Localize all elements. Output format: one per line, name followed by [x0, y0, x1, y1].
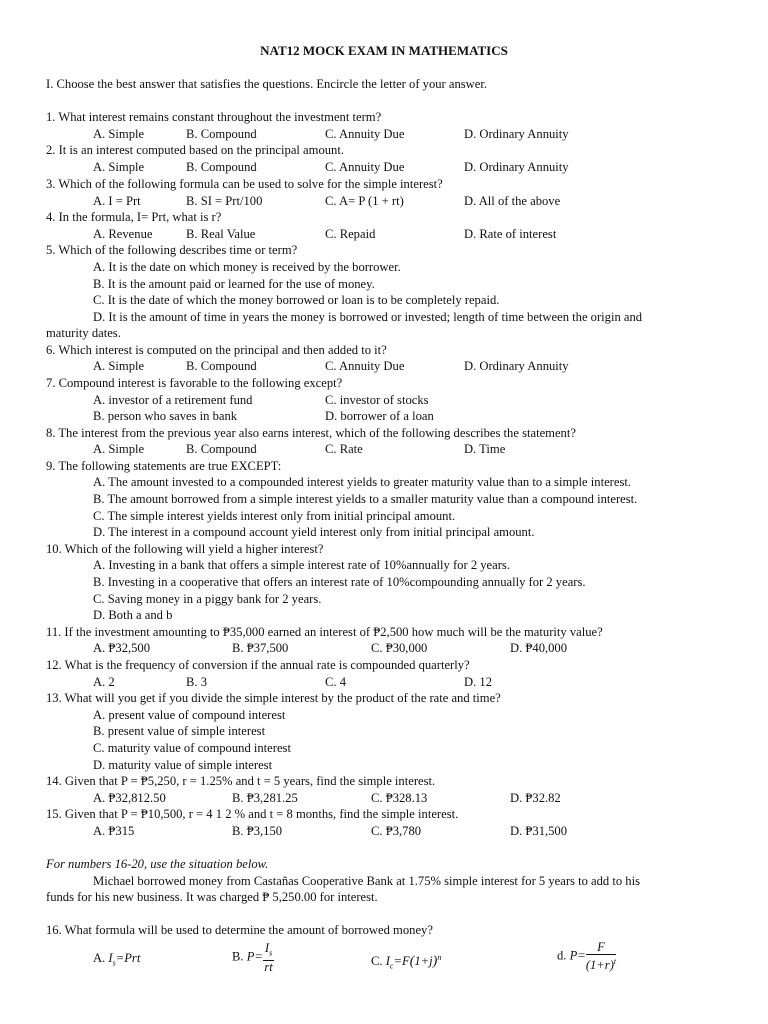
- question-6: 6. Which interest is computed on the principal and then added to it?: [46, 343, 387, 357]
- choice-8a[interactable]: A. Simple: [93, 442, 145, 456]
- choice-16c[interactable]: [371, 950, 441, 975]
- choice-5a[interactable]: A. It is the date on which money is received by the borrower.: [93, 260, 401, 274]
- choice-2b[interactable]: B. Compound: [186, 160, 257, 174]
- choice-7d[interactable]: D. borrower of a loan: [325, 409, 434, 423]
- choice-8d[interactable]: D. Time: [464, 442, 506, 456]
- choice-6a[interactable]: A. Simple: [93, 359, 145, 373]
- choice-10b[interactable]: B. Investing in a cooperative that offers an interest rate of 10%compounding annually for 2 years.: [93, 575, 586, 589]
- choice-14b[interactable]: B. ₱3,281.25: [232, 791, 298, 805]
- choice-12c[interactable]: C. 4: [325, 675, 346, 689]
- choice-10d[interactable]: D. Both a and b: [93, 608, 173, 622]
- formula-16d-lhs: P=: [569, 948, 586, 963]
- choice-16a-label: A.: [93, 951, 106, 965]
- choice-16a[interactable]: [93, 950, 140, 972]
- choice-1d[interactable]: D. Ordinary Annuity: [464, 127, 569, 141]
- choice-6c[interactable]: C. Annuity Due: [325, 359, 405, 373]
- choice-13d[interactable]: D. maturity value of simple interest: [93, 758, 273, 772]
- question-10: 10. Which of the following will yield a higher interest?: [46, 542, 324, 556]
- choice-11d[interactable]: D. ₱40,000: [510, 641, 568, 655]
- choice-9b[interactable]: B. The amount borrowed from a simple interest yields to a smaller maturity value than a compound interest.: [93, 492, 638, 506]
- choice-6b[interactable]: B. Compound: [186, 359, 257, 373]
- question-13: 13. What will you get if you divide the simple interest by the product of the rate and time?: [46, 691, 501, 705]
- formula-16b-lhs: P=: [246, 949, 263, 964]
- choice-10c[interactable]: C. Saving money in a piggy bank for 2 years.: [93, 592, 322, 606]
- choice-14a[interactable]: A. ₱32,812.50: [93, 791, 166, 805]
- choice-15c[interactable]: C. ₱3,780: [371, 824, 422, 838]
- choice-13c[interactable]: C. maturity value of compound interest: [93, 741, 291, 755]
- choice-13a[interactable]: A. present value of compound interest: [93, 708, 286, 722]
- choice-4d[interactable]: D. Rate of interest: [464, 227, 557, 241]
- situation-heading: For numbers 16-20, use the situation below.: [46, 857, 269, 871]
- choice-9d[interactable]: D. The interest in a compound account yield interest only from initial principal amount.: [93, 525, 535, 539]
- choice-4a[interactable]: A. Revenue: [93, 227, 153, 241]
- choice-15d[interactable]: D. ₱31,500: [510, 824, 568, 838]
- question-8: 8. The interest from the previous year also earns interest, which of the following describes the statement?: [46, 426, 576, 440]
- choice-11c[interactable]: C. ₱30,000: [371, 641, 428, 655]
- choice-16d[interactable]: [557, 941, 616, 972]
- question-11: 11. If the investment amounting to ₱35,000 earned an interest of ₱2,500 how much will be the maturity value?: [46, 625, 603, 639]
- choice-7b[interactable]: B. person who saves in bank: [93, 409, 238, 423]
- situation-text-line-1: Michael borrowed money from Castañas Cooperative Bank at 1.75% simple interest for 5 years to add to his: [93, 874, 640, 888]
- choice-4c[interactable]: C. Repaid: [325, 227, 376, 241]
- question-1: 1. What interest remains constant throughout the investment term?: [46, 110, 382, 124]
- choice-6d[interactable]: D. Ordinary Annuity: [464, 359, 569, 373]
- situation-text-line-2: funds for his new business. It was charged ₱ 5,250.00 for interest.: [46, 890, 378, 904]
- choice-14c[interactable]: C. ₱328.13: [371, 791, 428, 805]
- question-15: 15. Given that P = ₱10,500, r = 4 1 2 % and t = 8 months, find the simple interest.: [46, 807, 459, 821]
- question-9: 9. The following statements are true EXCEPT:: [46, 459, 282, 473]
- choice-16b-label: B.: [232, 949, 244, 964]
- choice-16b[interactable]: [232, 942, 274, 974]
- choice-5d-continued: maturity dates.: [46, 326, 121, 340]
- choice-5b[interactable]: B. It is the amount paid or learned for the use of money.: [93, 277, 375, 291]
- choice-12b[interactable]: B. 3: [186, 675, 207, 689]
- choice-4b[interactable]: B. Real Value: [186, 227, 256, 241]
- choice-2d[interactable]: D. Ordinary Annuity: [464, 160, 569, 174]
- choice-1b[interactable]: B. Compound: [186, 127, 257, 141]
- choice-9c[interactable]: C. The simple interest yields interest only from initial principal amount.: [93, 509, 456, 523]
- choice-2c[interactable]: C. Annuity Due: [325, 160, 405, 174]
- choice-8c[interactable]: C. Rate: [325, 442, 363, 456]
- question-7: 7. Compound interest is favorable to the following except?: [46, 376, 343, 390]
- formula-16b-fraction: $\frac{I_s}{rt}$: [264, 941, 273, 974]
- exam-title: NAT12 MOCK EXAM IN MATHEMATICS: [260, 43, 508, 58]
- instruction-text: I. Choose the best answer that satisfies the questions. Encircle the letter of your answer.: [46, 77, 488, 91]
- choice-11a[interactable]: A. ₱32,500: [93, 641, 151, 655]
- choice-3b[interactable]: B. SI = Prt/100: [186, 194, 263, 208]
- choice-16d-label: d.: [557, 948, 567, 963]
- choice-16c-label: C.: [371, 954, 383, 969]
- question-5: 5. Which of the following describes time or term?: [46, 243, 298, 257]
- choice-5c[interactable]: C. It is the date of which the money borrowed or loan is to be completely repaid.: [93, 293, 500, 307]
- question-3: 3. Which of the following formula can be used to solve for the simple interest?: [46, 177, 443, 191]
- question-16: 16. What formula will be used to determine the amount of borrowed money?: [46, 923, 433, 937]
- question-2: 2. It is an interest computed based on the principal amount.: [46, 143, 344, 157]
- choice-13b[interactable]: B. present value of simple interest: [93, 724, 266, 738]
- choice-9a[interactable]: A. The amount invested to a compounded interest yields to greater maturity value than to a simple interest.: [93, 475, 632, 489]
- choice-2a[interactable]: A. Simple: [93, 160, 145, 174]
- choice-7c[interactable]: C. investor of stocks: [325, 393, 429, 407]
- formula-16a: $I_s=Prt$: [108, 951, 141, 968]
- choice-1a[interactable]: A. Simple: [93, 127, 145, 141]
- question-12: 12. What is the frequency of conversion if the annual rate is compounded quarterly?: [46, 658, 470, 672]
- formula-16c: $I_c=F(1+j)^n$: [385, 953, 442, 971]
- choice-12a[interactable]: A. 2: [93, 675, 115, 689]
- choice-15b[interactable]: B. ₱3,150: [232, 824, 283, 838]
- choice-14d[interactable]: D. ₱32.82: [510, 791, 561, 805]
- question-14: 14. Given that P = ₱5,250, r = 1.25% and t = 5 years, find the simple interest.: [46, 774, 436, 788]
- choice-3a[interactable]: A. I = Prt: [93, 194, 141, 208]
- choice-3d[interactable]: D. All of the above: [464, 194, 561, 208]
- choice-1c[interactable]: C. Annuity Due: [325, 127, 405, 141]
- choice-12d[interactable]: D. 12: [464, 675, 492, 689]
- question-4: 4. In the formula, I= Prt, what is r?: [46, 210, 222, 224]
- choice-5d[interactable]: D. It is the amount of time in years the money is borrowed or invested; length of time between the origin and: [93, 310, 643, 324]
- choice-10a[interactable]: A. Investing in a bank that offers a simple interest rate of 10%annually for 2 years.: [93, 558, 510, 572]
- choice-3c[interactable]: C. A= P (1 + rt): [325, 194, 404, 208]
- choice-8b[interactable]: B. Compound: [186, 442, 257, 456]
- choice-11b[interactable]: B. ₱37,500: [232, 641, 289, 655]
- choice-7a[interactable]: A. investor of a retirement fund: [93, 393, 253, 407]
- formula-16d-fraction: $\frac{F}{(1+r)^t}$: [585, 940, 617, 973]
- choice-15a[interactable]: A. ₱315: [93, 824, 135, 838]
